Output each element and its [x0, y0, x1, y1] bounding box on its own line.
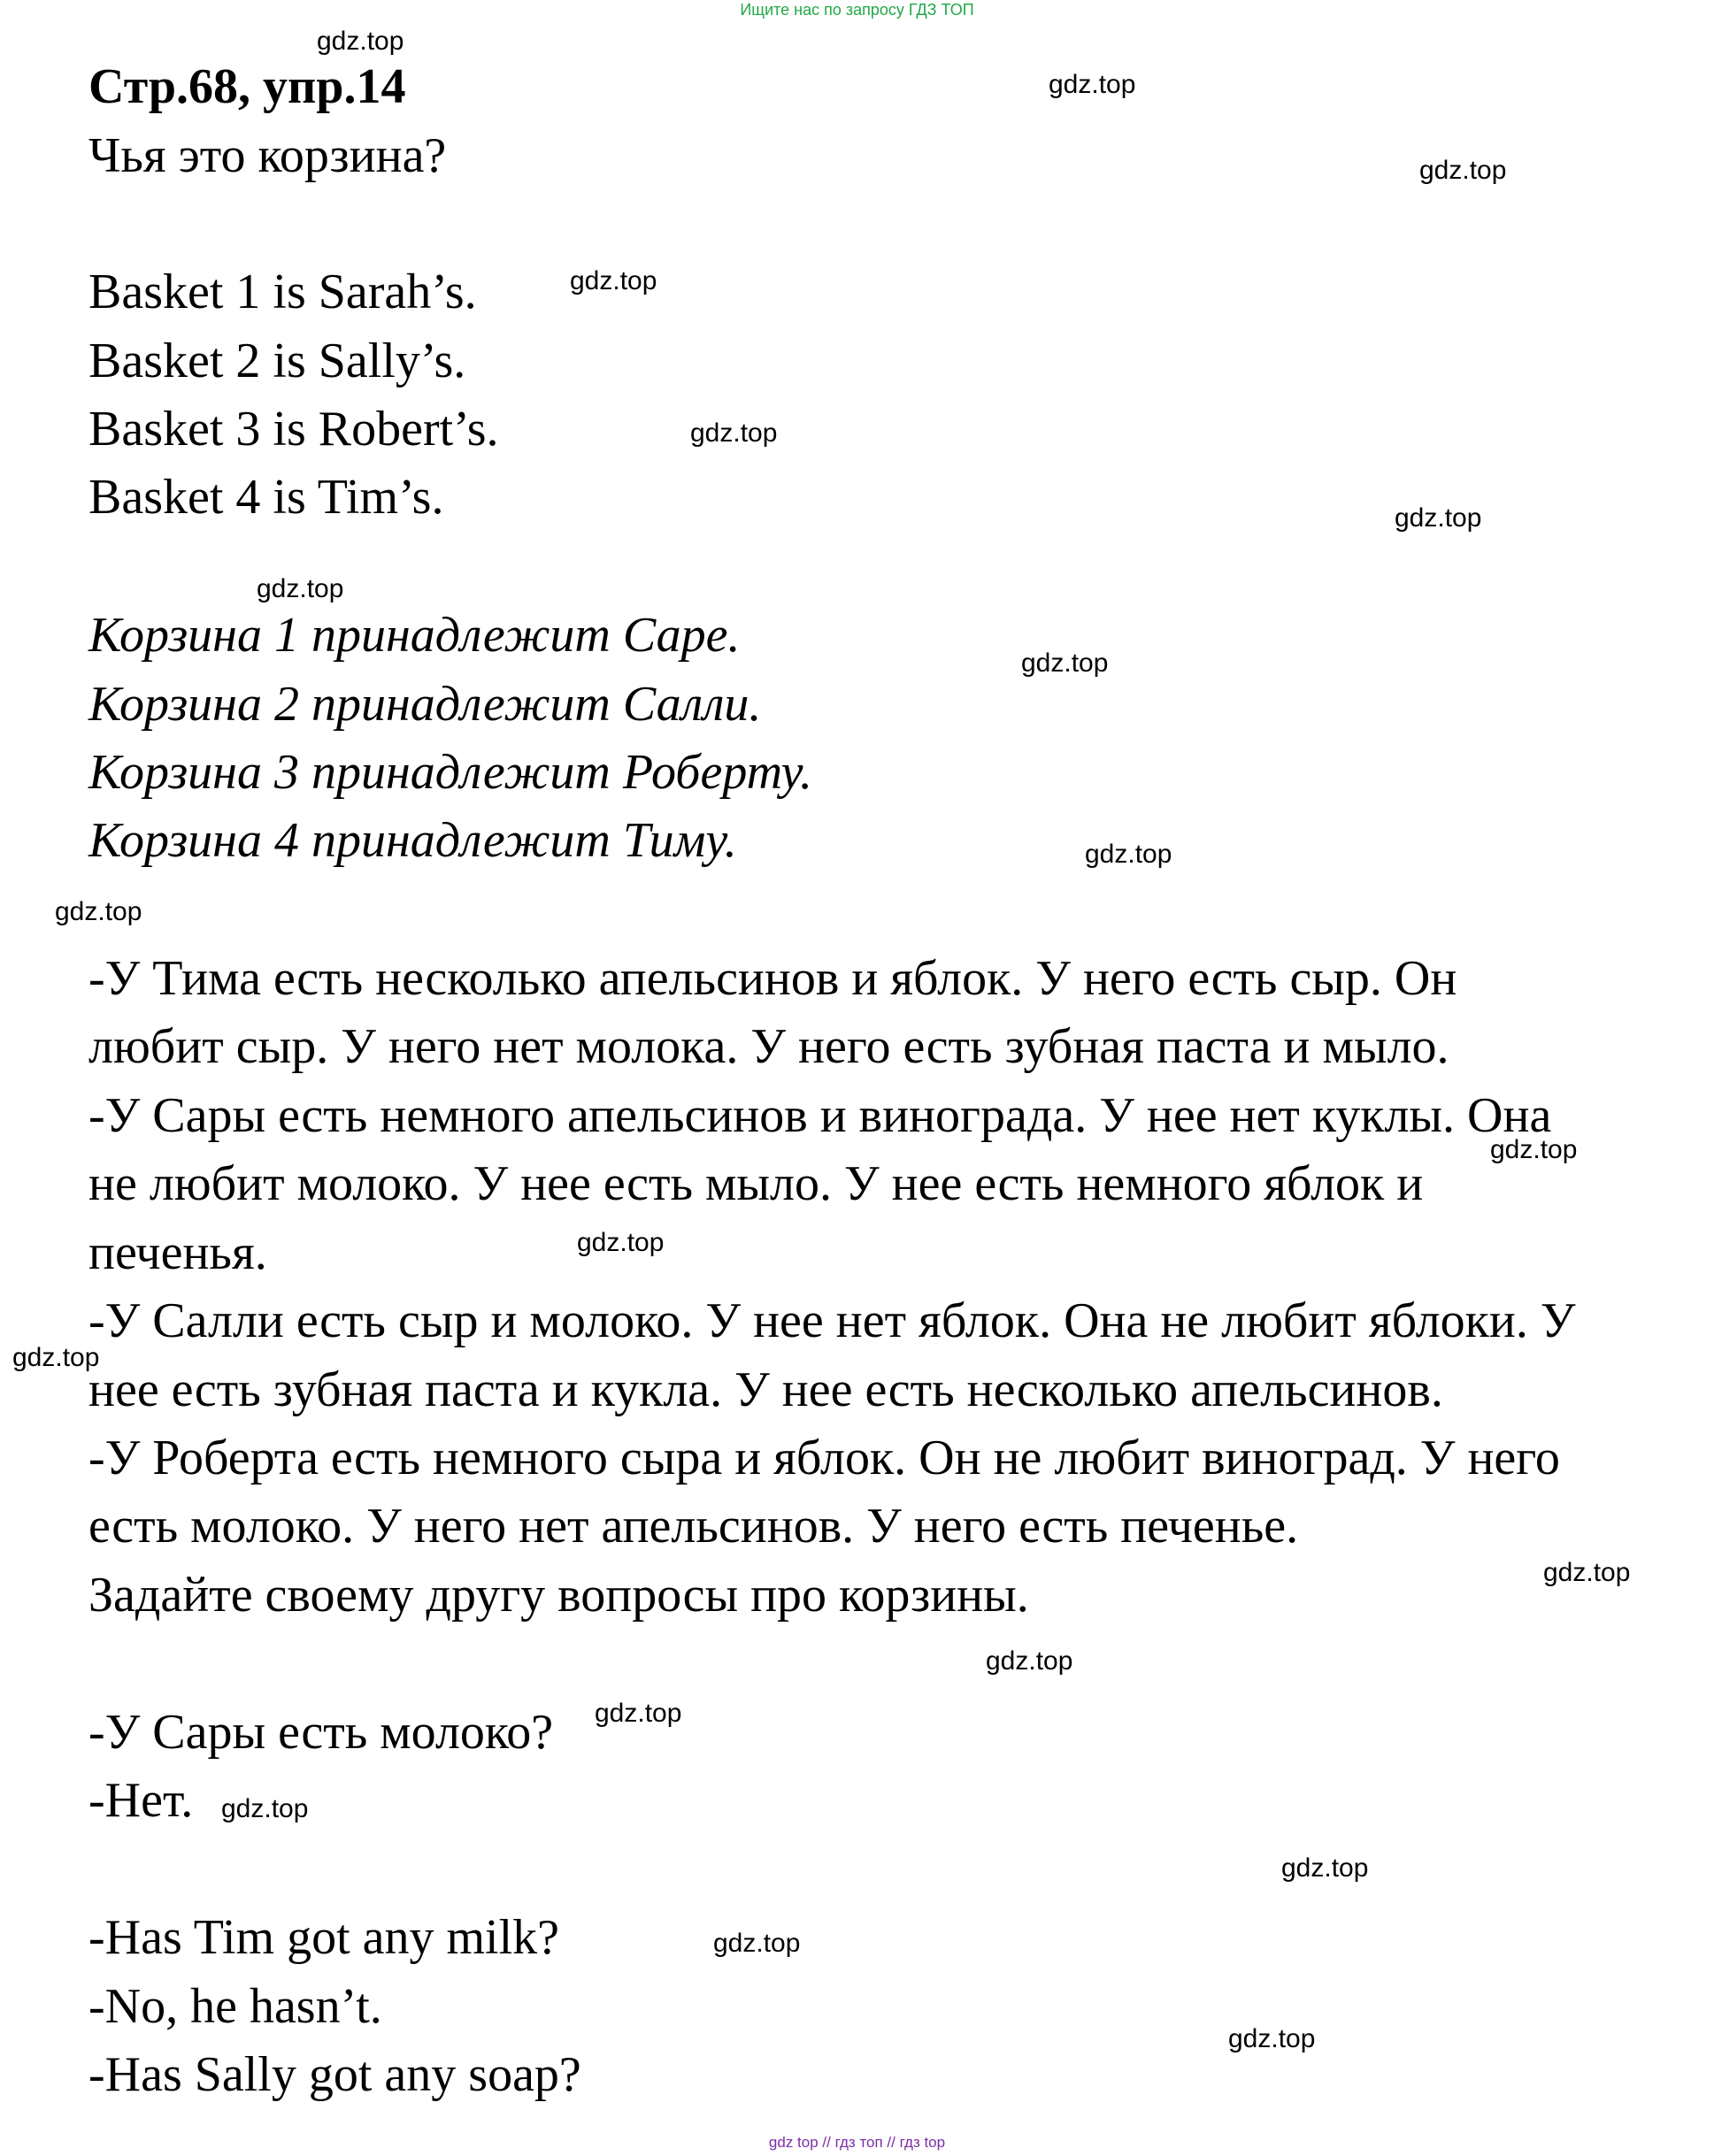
top-banner[interactable]: Ищите нас по запросу ГДЗ ТОП [740, 1, 974, 19]
watermark: gdz.top [1419, 156, 1507, 185]
paragraph-line-7: нее есть зубная паста и кукла. У нее есть несколько апельсинов. [88, 1362, 1443, 1417]
watermark: gdz.top [986, 1646, 1073, 1676]
watermark: gdz.top [1543, 1558, 1631, 1587]
paragraph-line-10: Задайте своему другу вопросы про корзины. [88, 1568, 1029, 1623]
paragraph-line-2: любит сыр. У него нет молока. У него есть зубная паста и мыло. [88, 1019, 1449, 1074]
paragraph-line-9: есть молоко. У него нет апельсинов. У него есть печенье. [88, 1499, 1299, 1554]
watermark: gdz.top [1228, 2024, 1316, 2053]
russian-answer-3: Корзина 3 принадлежит Роберту. [88, 745, 812, 800]
watermark: gdz.top [690, 418, 778, 448]
watermark: gdz.top [595, 1699, 682, 1728]
watermark: gdz.top [55, 897, 142, 926]
russian-answer-4: Корзина 4 принадлежит Тиму. [88, 813, 737, 868]
watermark: gdz.top [577, 1228, 665, 1257]
watermark: gdz.top [1395, 503, 1482, 533]
paragraph-line-8: -У Роберта есть немного сыра и яблок. Он не любит виноград. У него [88, 1431, 1560, 1485]
english-answer-1: Basket 1 is Sarah’s. [88, 265, 477, 319]
watermark: gdz.top [1281, 1853, 1369, 1883]
english-answer-4: Basket 4 is Tim’s. [88, 470, 444, 525]
paragraph-line-4: не любит молоко. У нее есть мыло. У нее есть немного яблок и [88, 1156, 1424, 1211]
watermark: gdz.top [1021, 648, 1109, 678]
dialogue-english-line-2: -No, he hasn’t. [88, 1979, 382, 2034]
watermark: gdz.top [257, 574, 344, 603]
english-answer-2: Basket 2 is Sally’s. [88, 334, 466, 388]
watermark: gdz.top [713, 1929, 801, 1958]
exercise-subtitle: Чья это корзина? [88, 128, 447, 183]
russian-answer-2: Корзина 2 принадлежит Салли. [88, 677, 762, 732]
dialogue-english-line-1: -Has Tim got any milk? [88, 1910, 560, 1965]
page-heading: Стр.68, упр.14 [88, 59, 406, 114]
dialogue-russian-answer: -Нет. [88, 1773, 194, 1828]
watermark: gdz.top [12, 1343, 100, 1372]
paragraph-line-6: -У Салли есть сыр и молоко. У нее нет яблок. Она не любит яблоки. У [88, 1293, 1576, 1348]
english-answer-3: Basket 3 is Robert’s. [88, 402, 499, 457]
watermark: gdz.top [1490, 1135, 1578, 1164]
paragraph-line-1: -У Тима есть несколько апельсинов и яблок. У него есть сыр. Он [88, 951, 1457, 1006]
dialogue-english-line-3: -Has Sally got any soap? [88, 2047, 581, 2102]
bottom-banner[interactable]: gdz top // гдз топ // гдз top [768, 2134, 946, 2151]
dialogue-russian-question: -У Сары есть молоко? [88, 1705, 554, 1760]
paragraph-line-3: -У Сары есть немного апельсинов и винограда. У нее нет куклы. Она [88, 1088, 1552, 1143]
watermark: gdz.top [570, 266, 657, 295]
paragraph-line-5: печенья. [88, 1225, 267, 1280]
watermark: gdz.top [1085, 840, 1172, 869]
russian-answer-1: Корзина 1 принадлежит Саре. [88, 608, 741, 663]
watermark: gdz.top [1049, 70, 1136, 99]
watermark: gdz.top [317, 27, 404, 56]
watermark: gdz.top [221, 1794, 309, 1823]
